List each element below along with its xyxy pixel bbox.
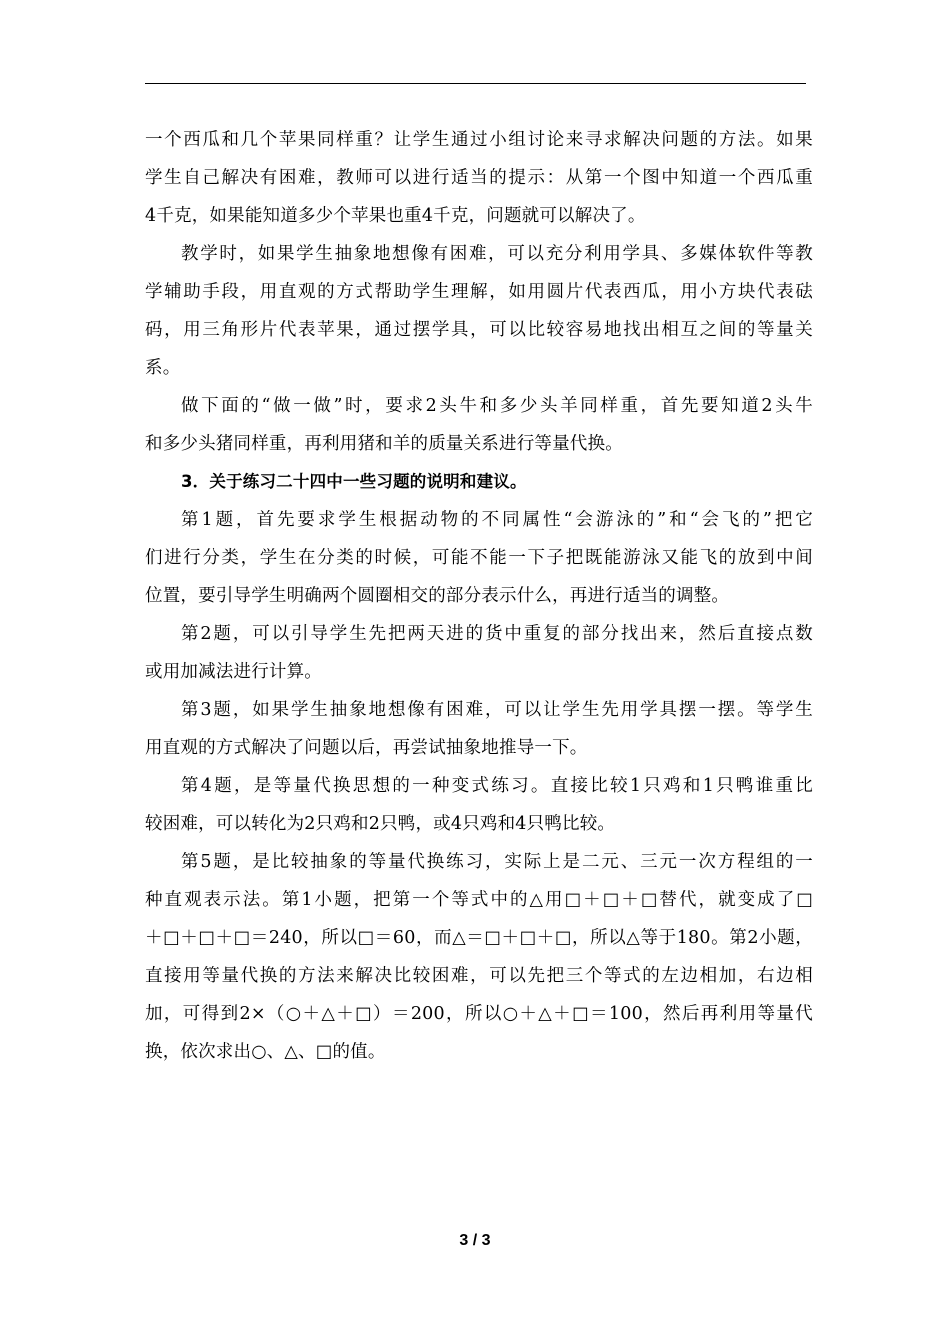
text-line: 第2题，可以引导学生先把两天进的货中重复的部分找出来，然后直接点数 xyxy=(181,624,813,644)
text-line: 用直观的方式解决了问题以后，再尝试抽象地推导一下。 xyxy=(145,738,588,758)
text-line: 一个西瓜和几个苹果同样重？让学生通过小组讨论来寻求解决问题的方法。如果 xyxy=(145,130,813,150)
text-line: 系。 xyxy=(145,358,181,378)
text-line: 第3题，如果学生抽象地想像有困难，可以让学生先用学具摆一摆。等学生 xyxy=(181,700,813,720)
header-rule xyxy=(145,83,806,84)
text-line: 位置，要引导学生明确两个圆圈相交的部分表示什么，再进行适当的调整。 xyxy=(145,586,730,606)
text-line: 或用加减法进行计算。 xyxy=(145,662,322,682)
text-line: 加，可得到2×（○＋△＋□）＝200，所以○＋△＋□＝100，然后再利用等量代 xyxy=(145,1004,813,1024)
text-line: 码，用三角形片代表苹果，通过摆学具，可以比较容易地找出相互之间的等量关 xyxy=(145,320,813,340)
text-line: 种直观表示法。第1小题，把第一个等式中的△用□＋□＋□替代，就变成了□ xyxy=(145,890,813,910)
text-line: 和多少头猪同样重，再利用猪和羊的质量关系进行等量代换。 xyxy=(145,434,623,454)
text-line: 教学时，如果学生抽象地想像有困难，可以充分利用学具、多媒体软件等教 xyxy=(181,244,813,264)
page-number: 3 / 3 xyxy=(459,1232,491,1249)
text-line: 第4题，是等量代换思想的一种变式练习。直接比较1只鸡和1只鸭谁重比 xyxy=(181,776,813,796)
text-line: 换，依次求出○、△、□的值。 xyxy=(145,1042,386,1062)
text-line: 们进行分类，学生在分类的时候，可能不能一下子把既能游泳又能飞的放到中间 xyxy=(145,548,813,568)
text-line: 第1题，首先要求学生根据动物的不同属性“会游泳的”和“会飞的”把它 xyxy=(181,510,813,530)
text-line: ＋□＋□＋□＝240，所以□＝60，而△＝□＋□＋□，所以△等于180。第2小题， xyxy=(145,928,813,948)
text-line: 较困难，可以转化为2只鸡和2只鸭，或4只鸡和4只鸭比较。 xyxy=(145,814,616,834)
text-line: 第5题，是比较抽象的等量代换练习，实际上是二元、三元一次方程组的一 xyxy=(181,852,813,872)
document-body xyxy=(145,121,813,1071)
text-line: 直接用等量代换的方法来解决比较困难，可以先把三个等式的左边相加，右边相 xyxy=(145,966,813,986)
text-line: 学生自己解决有困难，教师可以进行适当的提示：从第一个图中知道一个西瓜重 xyxy=(145,168,813,188)
section-heading: 3．关于练习二十四中一些习题的说明和建议。 xyxy=(181,472,527,491)
text-line: 学辅助手段，用直观的方式帮助学生理解，如用圆片代表西瓜，用小方块代表砝 xyxy=(145,282,813,302)
text-line: 4千克，如果能知道多少个苹果也重4千克，问题就可以解决了。 xyxy=(145,206,646,226)
text-line: 做下面的“做一做”时，要求2头牛和多少头羊同样重，首先要知道2头牛 xyxy=(181,396,813,416)
